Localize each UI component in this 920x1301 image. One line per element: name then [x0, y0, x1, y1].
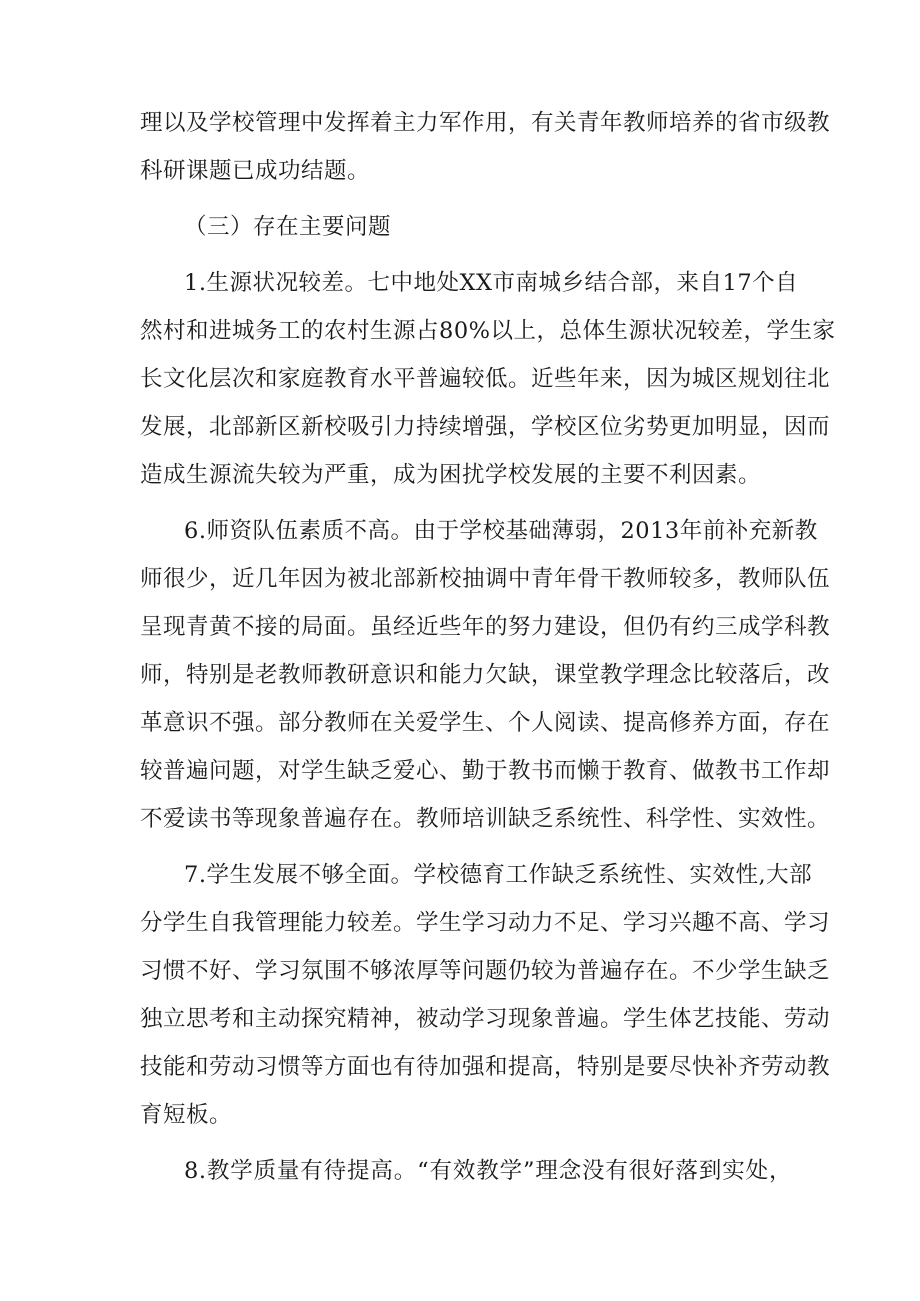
item-7-line-3: 习惯不好、学习氛围不够浓厚等问题仍较为普遍存在。不少学生缺乏 — [140, 958, 831, 984]
item-1-line-2: 然村和进城务工的农村生源占80%以上，总体生源状况较差，学生家 — [140, 318, 836, 344]
item-1-line-5: 造成生源流失较为严重，成为困扰学校发展的主要不利因素。 — [140, 462, 762, 488]
item-7-line-5: 技能和劳动习惯等方面也有待加强和提高，特别是要尽快补齐劳动教 — [140, 1054, 831, 1080]
item-6-line-6: 较普遍问题，对学生缺乏爱心、勤于教书而懒于教育、做教书工作却 — [140, 758, 831, 784]
item-1-line-1: 1.生源状况较差。七中地处XX市南城乡结合部，来自17个自 — [184, 270, 799, 296]
item-6-line-4: 师，特别是老教师教研意识和能力欠缺，课堂教学理念比较落后，改 — [140, 662, 831, 688]
item-6-line-1: 6.师资队伍素质不高。由于学校基础薄弱，2013年前补充新教 — [184, 518, 818, 544]
item-1-line-4: 发展，北部新区新校吸引力持续增强，学校区位劣势更加明显，因而 — [140, 414, 831, 440]
item-6-line-2: 师很少，近几年因为被北部新校抽调中青年骨干教师较多，教师队伍 — [140, 566, 831, 592]
item-6-line-5: 革意识不强。部分教师在关爱学生、个人阅读、提高修养方面，存在 — [140, 710, 831, 736]
item-7-line-4: 独立思考和主动探究精神，被动学习现象普遍。学生体艺技能、劳动 — [140, 1006, 831, 1032]
item-1-line-3: 长文化层次和家庭教育水平普遍较低。近些年来，因为城区规划往北 — [140, 366, 831, 392]
item-7-line-2: 分学生自我管理能力较差。学生学习动力不足、学习兴趣不高、学习 — [140, 910, 831, 936]
item-8-line-1: 8.教学质量有待提高。“有效教学”理念没有很好落到实处， — [184, 1158, 792, 1184]
section-heading: （三）存在主要问题 — [184, 214, 392, 240]
paragraph-continuation-line-2: 科研课题已成功结题。 — [140, 158, 371, 184]
item-6-line-3: 呈现青黄不接的局面。虽经近些年的努力建设，但仍有约三成学科教 — [140, 614, 831, 640]
item-7-line-6: 育短板。 — [140, 1102, 233, 1128]
item-7-line-1: 7.学生发展不够全面。学校德育工作缺乏系统性、实效性,大部 — [184, 862, 813, 888]
paragraph-continuation-line-1: 理以及学校管理中发挥着主力军作用，有关青年教师培养的省市级教 — [140, 110, 831, 136]
item-6-line-7: 不爱读书等现象普遍存在。教师培训缺乏系统性、科学性、实效性。 — [140, 806, 831, 832]
